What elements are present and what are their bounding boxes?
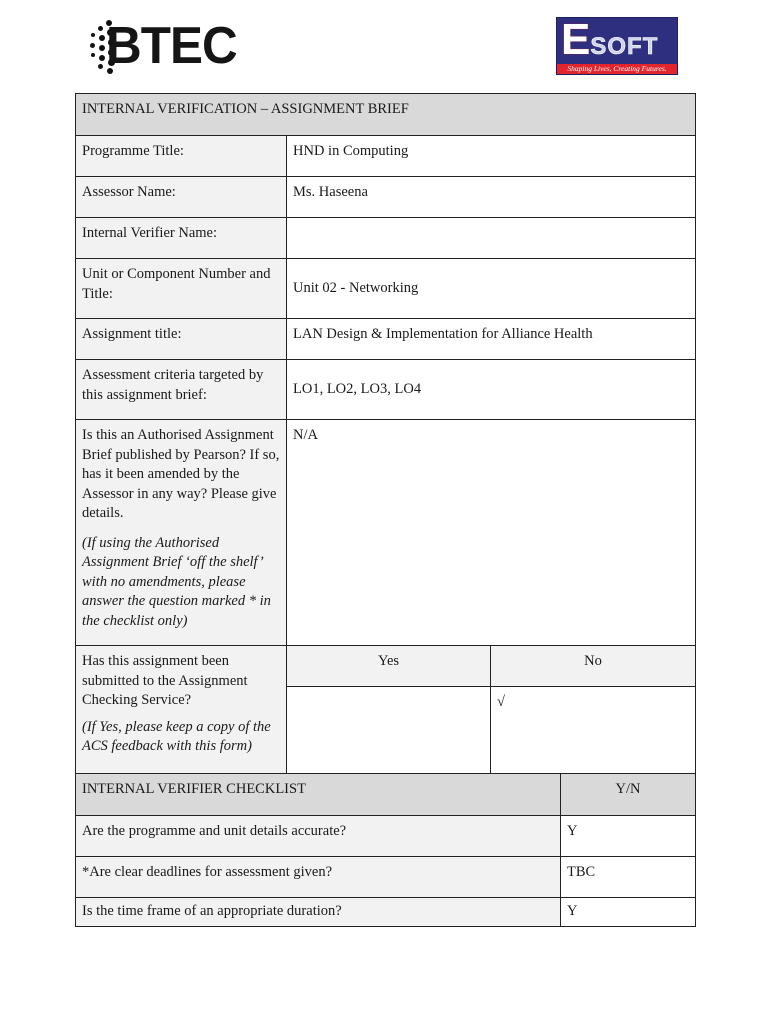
assessor-name-label: Assessor Name: (76, 177, 287, 218)
assignment-title-label: Assignment title: (76, 319, 287, 360)
table-row (76, 360, 696, 420)
unit-title-value: Unit 02 - Networking (287, 259, 696, 319)
table-row (76, 218, 696, 259)
esoft-soft: SOFT (590, 33, 659, 60)
acs-no-header: No (491, 646, 696, 687)
acs-note: (If Yes, please keep a copy of the ACS feedback with this form) (82, 718, 271, 754)
esoft-wordmark (561, 15, 659, 64)
assignment-brief-form (75, 93, 696, 927)
table-row (76, 136, 696, 177)
btec-dots-icon (88, 18, 104, 74)
authorised-brief-answer: N/A (287, 420, 696, 646)
table-row (76, 898, 696, 927)
table-row (76, 420, 696, 646)
unit-title-label: Unit or Component Number and Title: (76, 259, 287, 319)
authorised-brief-note: (If using the Authorised Assignment Brief ‘off the shelf’ with no amendments, please answer the question marked * in the checklist only) (82, 534, 271, 629)
acs-yes-value (287, 687, 491, 774)
authorised-brief-cell (76, 420, 287, 646)
checklist-answer: TBC (561, 857, 696, 898)
esoft-e: E (561, 15, 591, 64)
assessor-name-value: Ms. Haseena (287, 177, 696, 218)
checklist-question: *Are clear deadlines for assessment given? (76, 857, 561, 898)
programme-title-value: HND in Computing (287, 136, 696, 177)
table-row (76, 319, 696, 360)
esoft-logo (556, 17, 678, 75)
checklist-question: Are the programme and unit details accurate? (76, 816, 561, 857)
table-row (76, 259, 696, 319)
table-row (76, 857, 696, 898)
assignment-title-value: LAN Design & Implementation for Alliance Health (287, 319, 696, 360)
acs-yes-header: Yes (287, 646, 491, 687)
checklist-question: Is the time frame of an appropriate duration? (76, 898, 561, 927)
acs-cell (76, 646, 287, 774)
acs-question: Has this assignment been submitted to the Assignment Checking Service? (82, 653, 248, 708)
assessment-criteria-value: LO1, LO2, LO3, LO4 (287, 360, 696, 420)
table-row (76, 816, 696, 857)
table-row (76, 177, 696, 218)
btec-wordmark: BTEC (106, 17, 238, 75)
brief-heading: INTERNAL VERIFICATION – ASSIGNMENT BRIEF (76, 94, 696, 136)
internal-verifier-name-value (287, 218, 696, 259)
checklist-yn-header: Y/N (561, 774, 696, 816)
acs-no-value: √ (491, 687, 696, 774)
authorised-brief-question: Is this an Authorised Assignment Brief published by Pearson? If so, has it been amended by the Assessor in any way? Please give details. (82, 427, 280, 521)
checklist-answer: Y (561, 816, 696, 857)
table-row (76, 646, 696, 687)
esoft-tagline: Shaping Lives, Creating Futures. (557, 64, 677, 74)
programme-title-label: Programme Title: (76, 136, 287, 177)
checklist-answer: Y (561, 898, 696, 927)
assessment-criteria-label: Assessment criteria targeted by this assignment brief: (76, 360, 287, 420)
btec-logo (88, 16, 244, 76)
internal-verifier-name-label: Internal Verifier Name: (76, 218, 287, 259)
checklist-heading: INTERNAL VERIFIER CHECKLIST (76, 774, 561, 816)
